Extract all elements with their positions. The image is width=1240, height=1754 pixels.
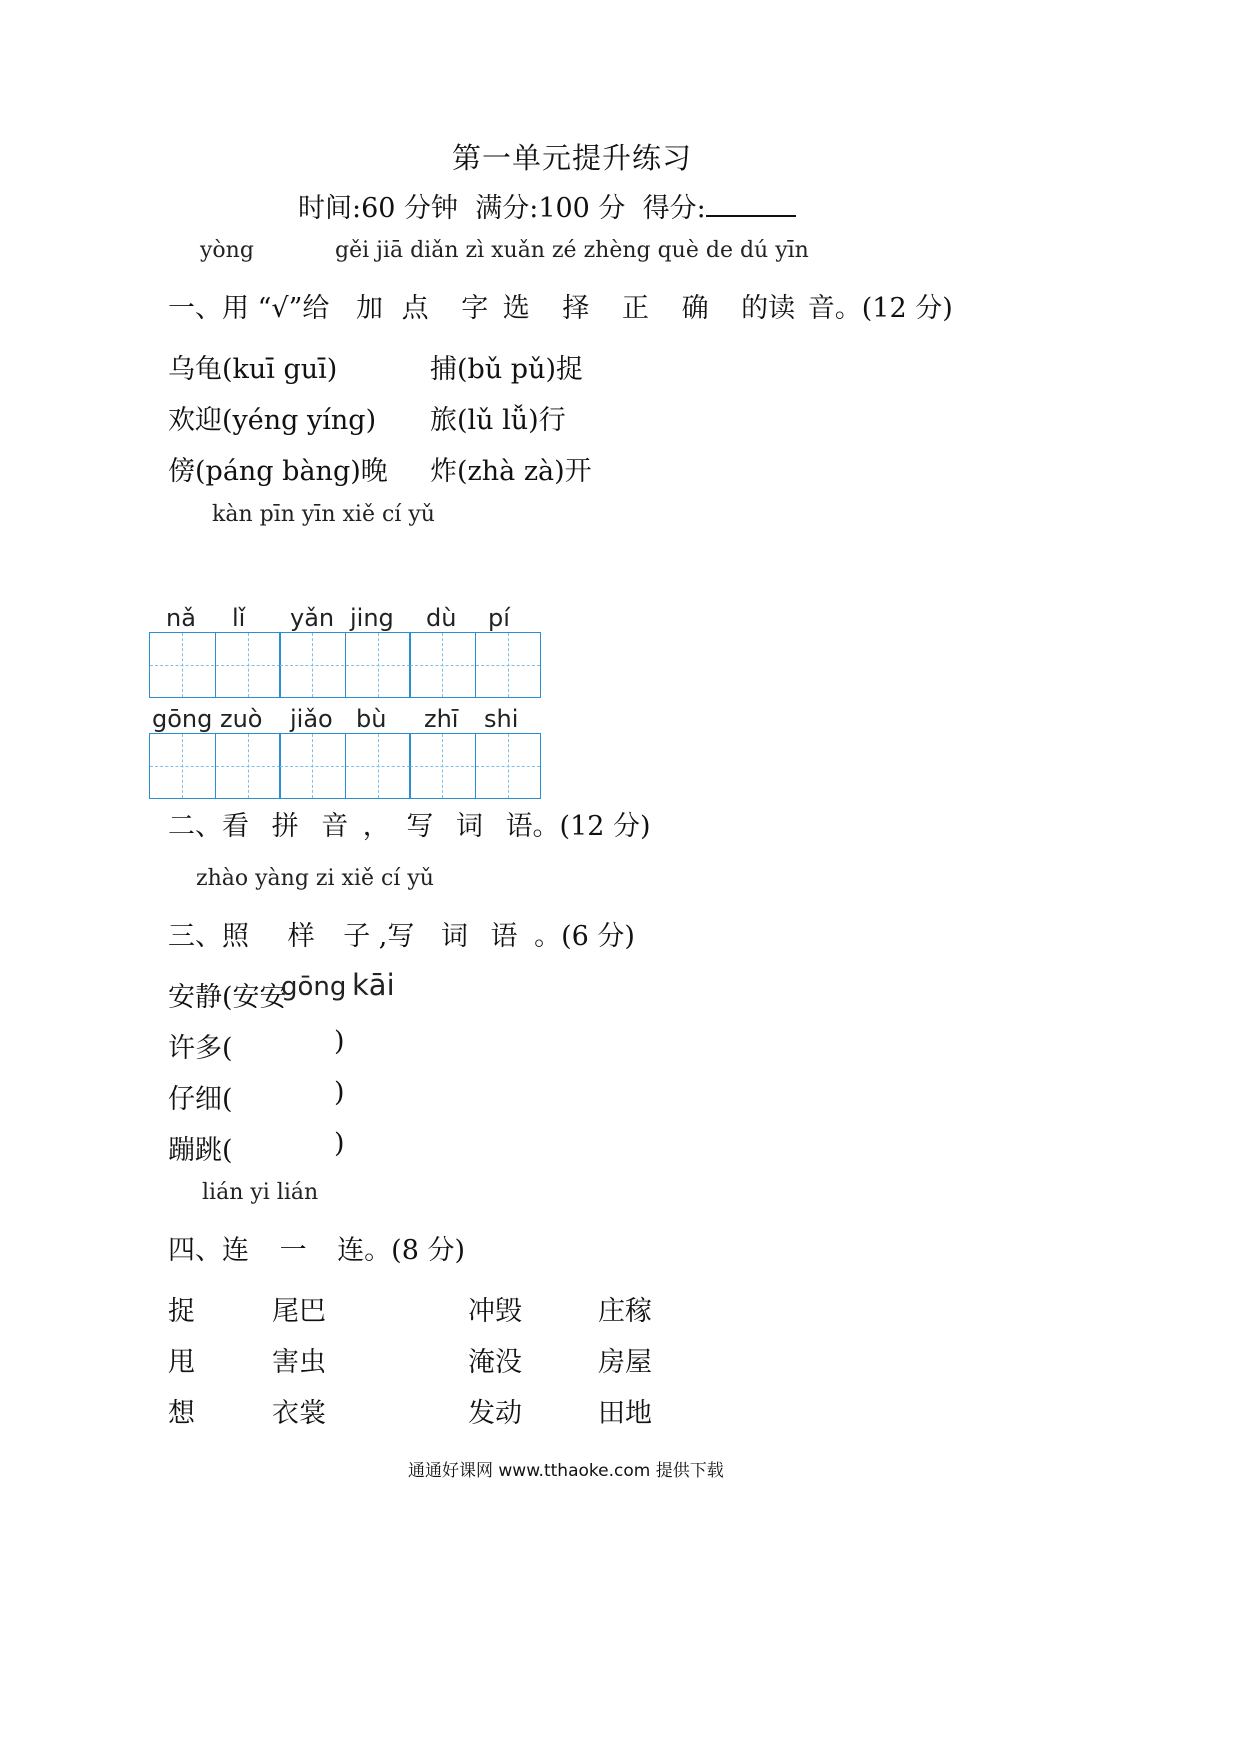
q1-heading-part: 加 xyxy=(356,293,383,324)
q1-heading-part: 选 xyxy=(502,293,530,324)
writing-grid[interactable] xyxy=(409,632,541,698)
grid-pinyin: nǎ xyxy=(166,604,196,632)
q4-heading xyxy=(168,1228,465,1267)
grid-pinyin: gōng xyxy=(152,705,213,733)
score-label: 得分: xyxy=(642,193,706,224)
q1-heading-part: 择 xyxy=(562,293,590,324)
grid-pinyin: bù xyxy=(356,705,387,733)
q1-item-right[interactable]: 炸(zhà zà)开 xyxy=(430,456,592,487)
q1-heading xyxy=(168,286,953,325)
q3-heading-part: 语 xyxy=(490,921,518,952)
score-blank[interactable] xyxy=(706,191,796,217)
q4-heading-part: 四、连 xyxy=(168,1235,249,1266)
q4-heading-part: 连。(8 分) xyxy=(337,1235,466,1266)
q1-heading-part: 音。(12 分) xyxy=(807,293,953,324)
match-word[interactable]: 房屋 xyxy=(598,1347,652,1378)
q2-pinyin: kàn pīn yīn xiě cí yǔ xyxy=(212,502,435,527)
match-word[interactable]: 想 xyxy=(168,1398,195,1429)
q1-item-right[interactable]: 旅(lǔ lǚ)行 xyxy=(430,405,566,436)
q2-heading-part: 语。(12 分) xyxy=(505,811,651,842)
match-word[interactable]: 甩 xyxy=(168,1347,195,1378)
q3-heading-part: 子 ,写 xyxy=(343,921,415,952)
grid-pinyin: jing xyxy=(350,604,394,632)
writing-grid[interactable] xyxy=(279,733,411,799)
writing-grid[interactable] xyxy=(149,733,281,799)
q3-heading-part: 三、照 xyxy=(168,921,249,952)
match-word[interactable]: 庄稼 xyxy=(598,1296,652,1327)
q3-item: 仔细( xyxy=(168,1084,233,1115)
q1-heading-part: 确 xyxy=(681,293,709,324)
q3-example-pinyin: gōng xyxy=(281,972,347,1002)
q3-heading-part: 样 xyxy=(287,921,315,952)
q1-item-left[interactable]: 傍(páng bàng)晚 xyxy=(168,456,388,487)
writing-grid[interactable] xyxy=(279,632,411,698)
grid-pinyin: yǎn xyxy=(290,604,335,632)
match-word[interactable]: 捉 xyxy=(168,1296,195,1327)
q1-heading-part: 正 xyxy=(621,293,649,324)
writing-grid[interactable] xyxy=(409,733,541,799)
q3-heading-part: 。(6 分) xyxy=(534,921,635,952)
q3-item-close: ) xyxy=(334,1026,345,1057)
grid-pinyin: shi xyxy=(484,705,519,733)
exam-meta xyxy=(298,186,796,225)
q3-example-pinyin: kāi xyxy=(352,968,395,1002)
footer-source: 通通好课网 www.tthaoke.com 提供下载 xyxy=(408,1461,724,1481)
q2-heading-part: 拼 xyxy=(271,811,299,842)
q2-heading-part: 写 xyxy=(406,811,434,842)
q1-heading-part: 字 xyxy=(461,293,489,324)
q1-item-right[interactable]: 捕(bǔ pǔ)捉 xyxy=(430,354,583,385)
grid-pinyin: jiǎo xyxy=(290,705,333,733)
q1-heading-part: 点 xyxy=(401,293,429,324)
q2-heading-part: ， xyxy=(362,811,390,842)
q3-item-close: ) xyxy=(334,1077,345,1108)
match-word[interactable]: 衣裳 xyxy=(272,1398,326,1429)
match-word[interactable]: 尾巴 xyxy=(272,1296,326,1327)
q3-item-close: ) xyxy=(334,1128,345,1159)
q1-pinyin-rest: gěi jiā diǎn zì xuǎn zé zhèng què de dú yīn xyxy=(335,238,809,263)
q1-heading-part: 的读 xyxy=(741,293,796,324)
page-title: 第一单元提升练习 xyxy=(452,141,693,175)
q3-pinyin: zhào yàng zi xiě cí yǔ xyxy=(196,866,434,891)
q3-heading xyxy=(168,914,635,953)
q1-item-left[interactable]: 乌龟(kuī guī) xyxy=(168,354,338,385)
time-label: 时间:60 分钟 xyxy=(298,193,459,224)
q4-pinyin: lián yi lián xyxy=(202,1180,319,1205)
q3-heading-part: 词 xyxy=(440,921,468,952)
match-word[interactable]: 淹没 xyxy=(468,1347,522,1378)
q4-heading-part: 一 xyxy=(279,1235,307,1266)
match-word[interactable]: 冲毁 xyxy=(468,1296,522,1327)
writing-grid[interactable] xyxy=(149,632,281,698)
match-word[interactable]: 发动 xyxy=(468,1398,522,1429)
q2-heading-part: 二、看 xyxy=(168,811,249,842)
q1-heading-part: 一、用 “√”给 xyxy=(168,293,330,324)
full-score-label: 满分:100 分 xyxy=(475,193,626,224)
grid-pinyin: pí xyxy=(488,604,510,632)
grid-pinyin: zhī xyxy=(424,705,459,733)
match-word[interactable]: 田地 xyxy=(598,1398,652,1429)
q2-heading-part: 音 xyxy=(321,811,349,842)
grid-pinyin: dù xyxy=(426,604,457,632)
q3-item: 蹦跳( xyxy=(168,1135,233,1166)
q3-item: 许多( xyxy=(168,1033,233,1064)
q2-heading xyxy=(168,804,651,843)
q3-example: 安静(安安 xyxy=(168,982,287,1013)
q2-heading-part: 词 xyxy=(455,811,483,842)
grid-pinyin: lǐ xyxy=(232,604,246,632)
q1-pinyin-yong: yòng xyxy=(200,238,254,263)
grid-pinyin: zuò xyxy=(220,705,263,733)
match-word[interactable]: 害虫 xyxy=(272,1347,326,1378)
q1-item-left[interactable]: 欢迎(yéng yíng) xyxy=(168,405,377,436)
